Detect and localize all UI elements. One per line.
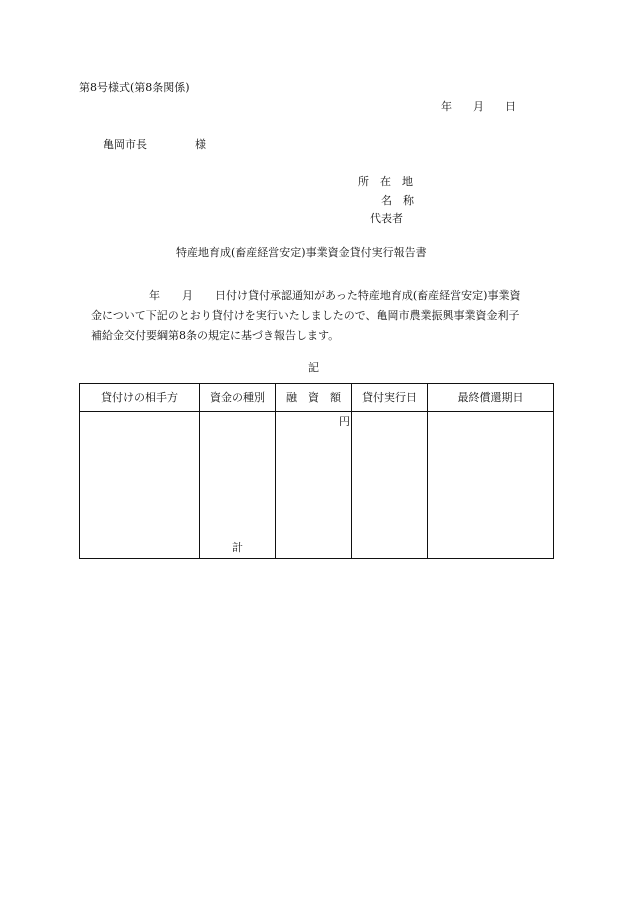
addressee-name: 亀岡市長	[103, 138, 147, 151]
document-title: 特産地育成(畜産経営安定)事業資金貸付実行報告書	[176, 246, 427, 259]
date-line	[441, 101, 516, 112]
body-line-1-text: 日付け貸付承認通知があった特産地育成(畜産経営安定)事業資	[215, 289, 521, 302]
total-label: 計	[232, 541, 243, 554]
header-borrower: 貸付けの相手方	[80, 384, 200, 412]
applicant-location-label: 所 在 地	[358, 175, 413, 188]
header-loan-amount: 融 資 額	[276, 384, 352, 412]
table-row	[80, 412, 554, 559]
header-execution-date: 貸付実行日	[352, 384, 428, 412]
addressee-honorific: 様	[195, 138, 206, 151]
body-line-3: 補給金交付要綱第8条の規定に基づき報告します。	[91, 329, 340, 342]
report-table	[79, 383, 554, 559]
body-line-2: 金について下記のとおり貸付けを実行いたしましたので、亀岡市農業振興事業資金利子	[91, 309, 520, 322]
cell-loan-amount	[276, 412, 352, 559]
header-final-repayment-date: 最終償還期日	[428, 384, 554, 412]
body-paragraph	[91, 286, 561, 346]
body-year-label: 年	[149, 289, 160, 302]
date-month-label: 月	[473, 100, 484, 113]
cell-final-repayment-date	[428, 412, 554, 559]
applicant-name-label: 名 称	[381, 194, 414, 207]
header-fund-type: 資金の種別	[200, 384, 276, 412]
body-line-1	[91, 286, 561, 306]
form-number: 第8号様式(第8条関係)	[79, 81, 190, 94]
date-year-label: 年	[441, 100, 452, 113]
addressee	[103, 139, 206, 150]
body-month-label: 月	[182, 289, 193, 302]
cell-fund-type	[200, 412, 276, 559]
ki-heading: 記	[308, 361, 319, 374]
date-day-label: 日	[505, 100, 516, 113]
yen-unit: 円	[339, 415, 350, 428]
cell-borrower	[80, 412, 200, 559]
applicant-representative-label: 代表者	[370, 212, 403, 225]
cell-execution-date	[352, 412, 428, 559]
table-header-row	[80, 384, 554, 412]
